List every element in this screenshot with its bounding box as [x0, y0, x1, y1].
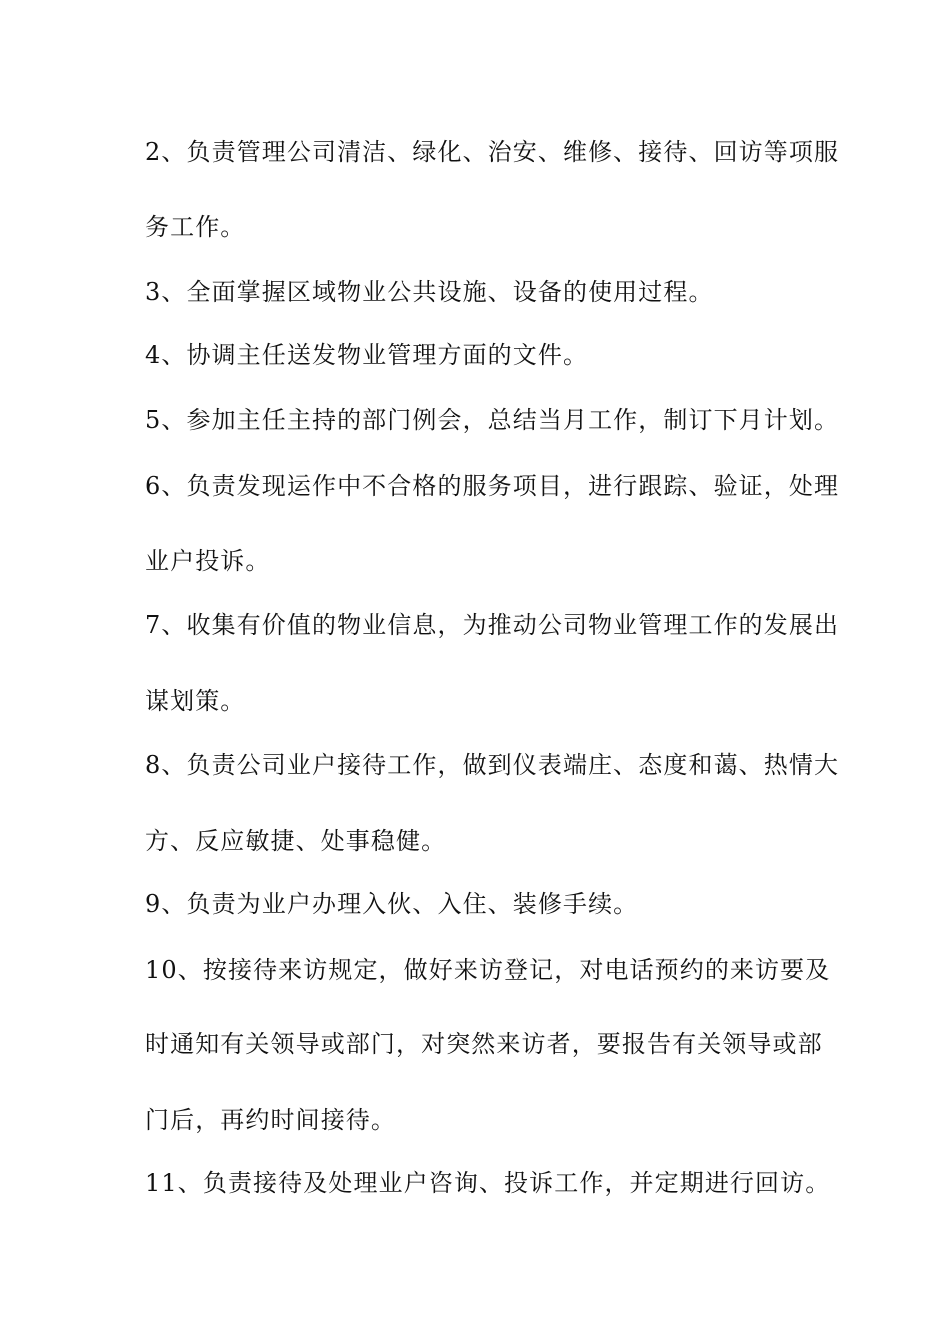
text-line: 方、反应敏捷、处事稳健。 [145, 827, 447, 855]
text-line: 7、收集有价值的物业信息，为推动公司物业管理工作的发展出 [145, 611, 840, 639]
text-line: 门后，再约时间接待。 [145, 1106, 396, 1134]
text-line: 4、协调主任送发物业管理方面的文件。 [145, 341, 589, 369]
text-line: 9、负责为业户办理入伙、入住、装修手续。 [145, 890, 639, 918]
text-line: 务工作。 [145, 213, 246, 241]
text-line: 8、负责公司业户接待工作，做到仪表端庄、态度和蔼、热情大 [145, 751, 840, 779]
text-line: 11、负责接待及处理业户咨询、投诉工作，并定期进行回访。 [145, 1169, 831, 1197]
text-line: 6、负责发现运作中不合格的服务项目，进行跟踪、验证，处理 [145, 472, 840, 500]
text-line: 2、负责管理公司清洁、绿化、治安、维修、接待、回访等项服 [145, 138, 840, 166]
text-line: 业户投诉。 [145, 547, 271, 575]
text-line: 5、参加主任主持的部门例会，总结当月工作，制订下月计划。 [145, 406, 840, 434]
text-line: 谋划策。 [145, 687, 246, 715]
text-line: 时通知有关领导或部门，对突然来访者，要报告有关领导或部 [145, 1030, 823, 1058]
text-line: 3、全面掌握区域物业公共设施、设备的使用过程。 [145, 278, 714, 306]
text-line: 10、按接待来访规定，做好来访登记，对电话预约的来访要及 [145, 956, 831, 984]
